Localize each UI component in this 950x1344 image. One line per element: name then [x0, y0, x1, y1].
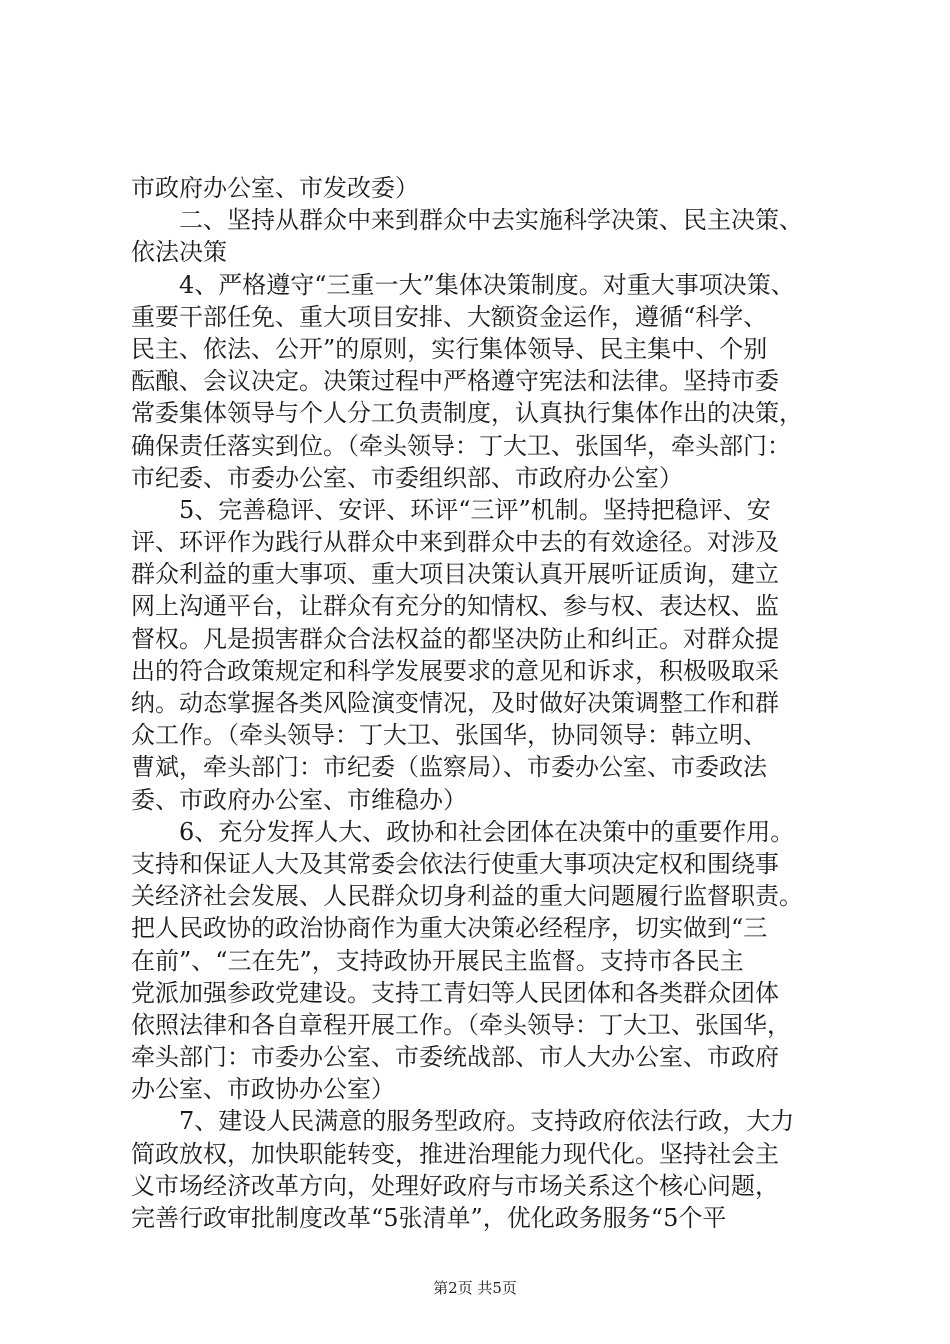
text-line: 支持和保证人大及其常委会依法行使重大事项决定权和围绕事	[131, 849, 779, 878]
text-line: 曹斌，牵头部门：市纪委（监察局）、市委办公室、市委政法	[131, 753, 767, 782]
text-line: 在前”、“三在先”，支持政协开展民主监督。支持市各民主	[131, 946, 744, 975]
text-line: 常委集体领导与个人分工负责制度，认真执行集体作出的决策，	[131, 399, 803, 428]
text-line: 关经济社会发展、人民群众切身利益的重大问题履行监督职责。	[131, 882, 803, 911]
document-body	[131, 172, 853, 1234]
text-line: 评、环评作为践行从群众中来到群众中去的有效途径。对涉及	[131, 528, 779, 557]
text-line: 群众利益的重大事项、重大项目决策认真开展听证质询，建立	[131, 560, 779, 589]
text-line: 网上沟通平台，让群众有充分的知情权、参与权、表达权、监	[131, 592, 779, 621]
text-line: 7、建设人民满意的服务型政府。支持政府依法行政，大力	[131, 1107, 795, 1136]
text-line: 督权。凡是损害群众合法权益的都坚决防止和纠正。对群众提	[131, 624, 779, 653]
text-line: 纳。动态掌握各类风险演变情况，及时做好决策调整工作和群	[131, 689, 779, 717]
text-line: 众工作。（牵头领导：丁大卫、张国华，协同领导：韩立明、	[131, 721, 767, 750]
text-line: 出的符合政策规定和科学发展要求的意见和诉求，积极吸取采	[131, 656, 779, 685]
page-number: 第2页 共5页	[433, 1279, 517, 1297]
text-line: 酝酿、会议决定。决策过程中严格遵守宪法和法律。坚持市委	[131, 367, 779, 396]
text-line: 二、坚持从群众中来到群众中去实施科学决策、民主决策、	[131, 206, 803, 235]
text-line: 党派加强参政党建设。支持工青妇等人民团体和各类群众团体	[131, 978, 779, 1007]
text-line: 义市场经济改革方向，处理好政府与市场关系这个核心问题，	[131, 1171, 779, 1200]
text-line: 依法决策	[131, 238, 227, 267]
text-line: 确保责任落实到位。（牵头领导：丁大卫、张国华，牵头部门：	[131, 431, 791, 460]
text-line: 6、充分发挥人大、政协和社会团体在决策中的重要作用。	[131, 817, 795, 846]
text-line: 牵头部门：市委办公室、市委统战部、市人大办公室、市政府	[131, 1043, 779, 1072]
text-line: 委、市政府办公室、市维稳办）	[131, 785, 467, 814]
page-footer	[0, 1278, 950, 1298]
text-line: 市政府办公室、市发改委）	[131, 174, 419, 202]
text-line: 完善行政审批制度改革“5张清单”，优化政务服务“5个平	[131, 1204, 727, 1232]
text-line: 市纪委、市委办公室、市委组织部、市政府办公室）	[131, 463, 683, 492]
text-line: 4、严格遵守“三重一大”集体决策制度。对重大事项决策、	[131, 270, 795, 299]
text-line: 民主、依法、公开”的原则，实行集体领导、民主集中、个别	[131, 334, 768, 363]
text-line: 5、完善稳评、安评、环评“三评”机制。坚持把稳评、安	[131, 495, 771, 524]
text-line: 依照法律和各自章程开展工作。（牵头领导：丁大卫、张国华，	[131, 1010, 791, 1039]
text-line: 把人民政协的政治协商作为重大决策必经程序，切实做到“三	[131, 914, 768, 943]
text-line: 简政放权，加快职能转变，推进治理能力现代化。坚持社会主	[131, 1139, 779, 1168]
text-line: 重要干部任免、重大项目安排、大额资金运作，遵循“科学、	[131, 302, 768, 331]
text-line: 办公室、市政协办公室）	[131, 1075, 395, 1104]
